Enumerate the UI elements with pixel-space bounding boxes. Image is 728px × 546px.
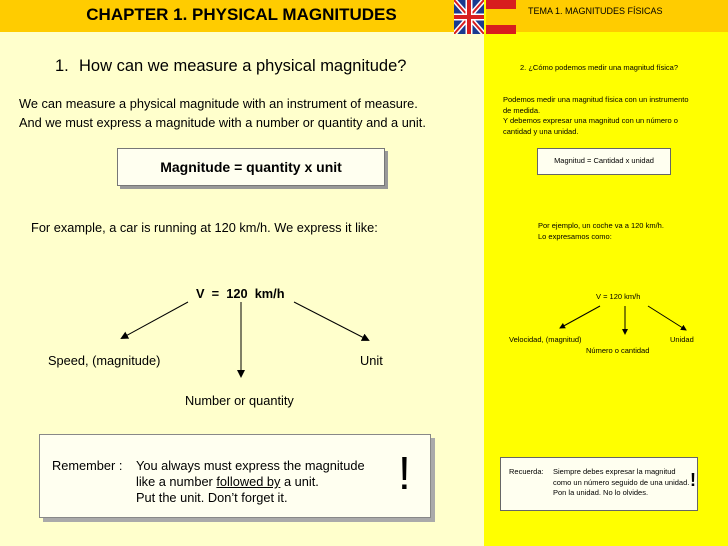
es-para-line-1: Podemos medir una magnitud física con un instrumento — [503, 95, 689, 104]
uk-flag-icon — [454, 0, 484, 34]
recuerda-label: Recuerda: — [509, 467, 544, 476]
es-para-line-4: cantidad y una unidad. — [503, 126, 579, 136]
es-paragraph — [503, 95, 689, 137]
remember-line-1: You always must express the magnitude — [136, 458, 365, 473]
exclamation-mark: ! — [398, 447, 411, 499]
question-text: How can we measure a physical magnitude? — [79, 57, 407, 75]
remember-text — [136, 458, 365, 506]
es-example — [538, 221, 664, 242]
tema-title: TEMA 1. MAGNITUDES FÍSICAS — [516, 0, 728, 32]
arrow-to-magnitude — [122, 302, 188, 338]
label-magnitude: Speed, (magnitude) — [48, 353, 161, 368]
es-arrow-to-unit — [648, 306, 686, 330]
es-arrow-to-magnitude — [560, 306, 600, 328]
es-label-magnitude: Velocidad, (magnitud) — [509, 335, 582, 344]
remember-label: Remember : — [52, 458, 123, 473]
es-example-line-1: Por ejemplo, un coche va a 120 km/h. — [538, 221, 664, 230]
label-unit: Unit — [360, 353, 383, 368]
remember-line-2: like a number followed by a unit. — [136, 474, 319, 489]
intro-line-2: And we must express a magnitude with a number or quantity and a unit. — [19, 115, 426, 130]
es-exclamation-mark: ! — [690, 470, 696, 490]
recuerda-line-1: Siempre debes expresar la magnitud — [553, 467, 676, 476]
es-label-unit: Unidad — [670, 335, 694, 344]
remember-line-3: Put the unit. Don’t forget it. — [136, 490, 288, 505]
es-para-line-2: de medida. — [503, 105, 541, 115]
recuerda-line-2: como un número seguido de una unidad. — [553, 477, 690, 487]
recuerda-text — [553, 467, 689, 499]
es-question: 2. ¿Cómo podemos medir una magnitud física? — [520, 63, 678, 72]
equation: V = 120 km/h — [196, 286, 285, 301]
intro-line-1: We can measure a physical magnitude with an instrument of measure. — [19, 96, 418, 111]
es-example-line-2: Lo expresamos como: — [538, 231, 612, 241]
es-formula-box: Magnitud = Cantidad x unidad — [537, 148, 671, 175]
question-number: 1. — [55, 57, 69, 75]
es-label-quantity: Número o cantidad — [586, 346, 650, 355]
example-text: For example, a car is running at 120 km/h. We express it like: — [31, 220, 378, 235]
label-quantity: Number or quantity — [185, 393, 294, 408]
es-equation: V = 120 km/h — [596, 292, 641, 301]
recuerda-line-3: Pon la unidad. No lo olvides. — [553, 488, 649, 497]
followed-by-underline: followed by — [216, 474, 281, 489]
arrow-to-unit — [294, 302, 368, 340]
chapter-title: CHAPTER 1. PHYSICAL MAGNITUDES — [86, 5, 397, 24]
es-para-line-3: Y debemos expresar una magnitud con un número o — [503, 116, 678, 125]
question-heading — [55, 57, 406, 76]
arrows-diagram — [100, 298, 400, 388]
formula-box: Magnitude = quantity x unit — [117, 148, 385, 186]
spain-flag-icon — [486, 0, 516, 34]
